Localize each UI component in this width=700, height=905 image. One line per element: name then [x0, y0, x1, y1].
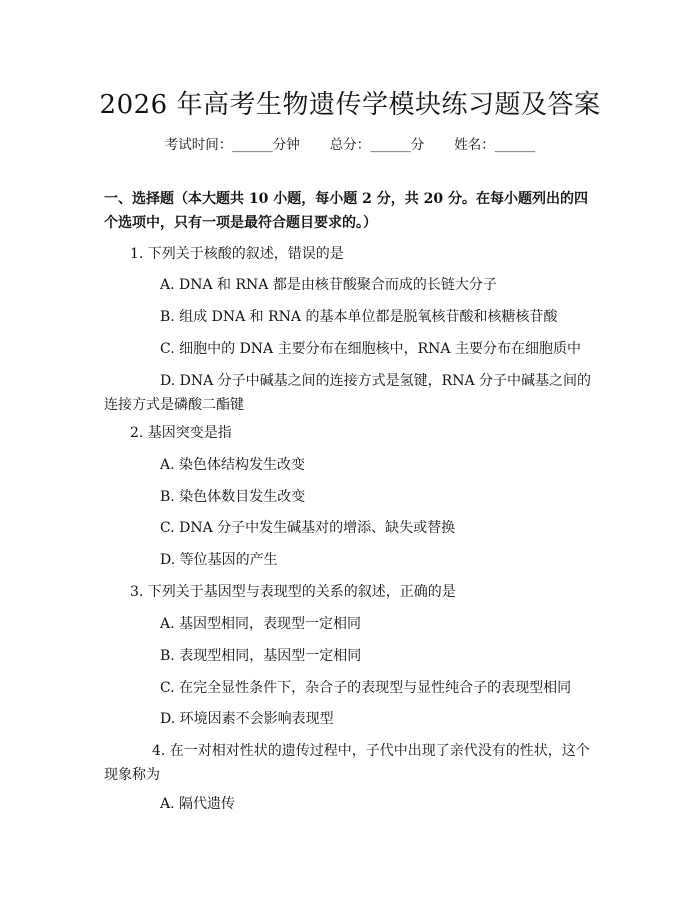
question-1-option-d: D. DNA 分子中碱基之间的连接方式是氢键，RNA 分子中碱基之间的连接方式是磷酸二酯键: [104, 373, 592, 413]
exam-time-field: 考试时间：______分钟: [164, 137, 300, 153]
question-1-option-b: B. 组成 DNA 和 RNA 的基本单位都是脱氧核苷酸和核糖核苷酸: [160, 309, 558, 325]
question-3-option-b: B. 表现型相同，基因型一定相同: [160, 648, 362, 664]
question-1-stem: 1. 下列关于核酸的叙述，错误的是: [130, 246, 344, 262]
question-3-stem: 3. 下列关于基因型与表现型的关系的叙述，正确的是: [130, 584, 456, 600]
question-3-option-c: C. 在完全显性条件下，杂合子的表现型与显性纯合子的表现型相同: [160, 680, 572, 696]
question-2-option-b: B. 染色体数目发生改变: [160, 489, 306, 505]
question-1-option-c: C. 细胞中的 DNA 主要分布在细胞核中，RNA 主要分布在细胞质中: [160, 341, 581, 357]
question-4-stem: 4. 在一对相对性状的遗传过程中，子代中出现了亲代没有的性状，这个现象称为: [104, 743, 590, 783]
question-2-option-c: C. DNA 分子中发生碱基对的增添、缺失或替换: [160, 520, 456, 536]
exam-meta: [0, 133, 700, 153]
name-field: 姓名：______: [454, 137, 536, 153]
question-2-stem: 2. 基因突变是指: [130, 425, 232, 441]
section-heading: 一、选择题（本大题共 10 小题，每小题 2 分，共 20 分。在每小题列出的四个选项中，只有一项是最符合题目要求的。）: [104, 191, 588, 231]
question-2-option-d: D. 等位基因的产生: [160, 552, 278, 568]
question-4-option-a: A. 隔代遗传: [160, 796, 236, 812]
question-3-option-a: A. 基因型相同，表现型一定相同: [160, 616, 362, 632]
question-3-option-d: D. 环境因素不会影响表现型: [160, 711, 334, 727]
total-score-field: 总分：______分: [329, 137, 425, 153]
question-1-option-a: A. DNA 和 RNA 都是由核苷酸聚合而成的长链大分子: [160, 277, 497, 293]
page-title: 2026 年高考生物遗传学模块练习题及答案: [99, 90, 601, 120]
question-2-option-a: A. 染色体结构发生改变: [160, 457, 306, 473]
